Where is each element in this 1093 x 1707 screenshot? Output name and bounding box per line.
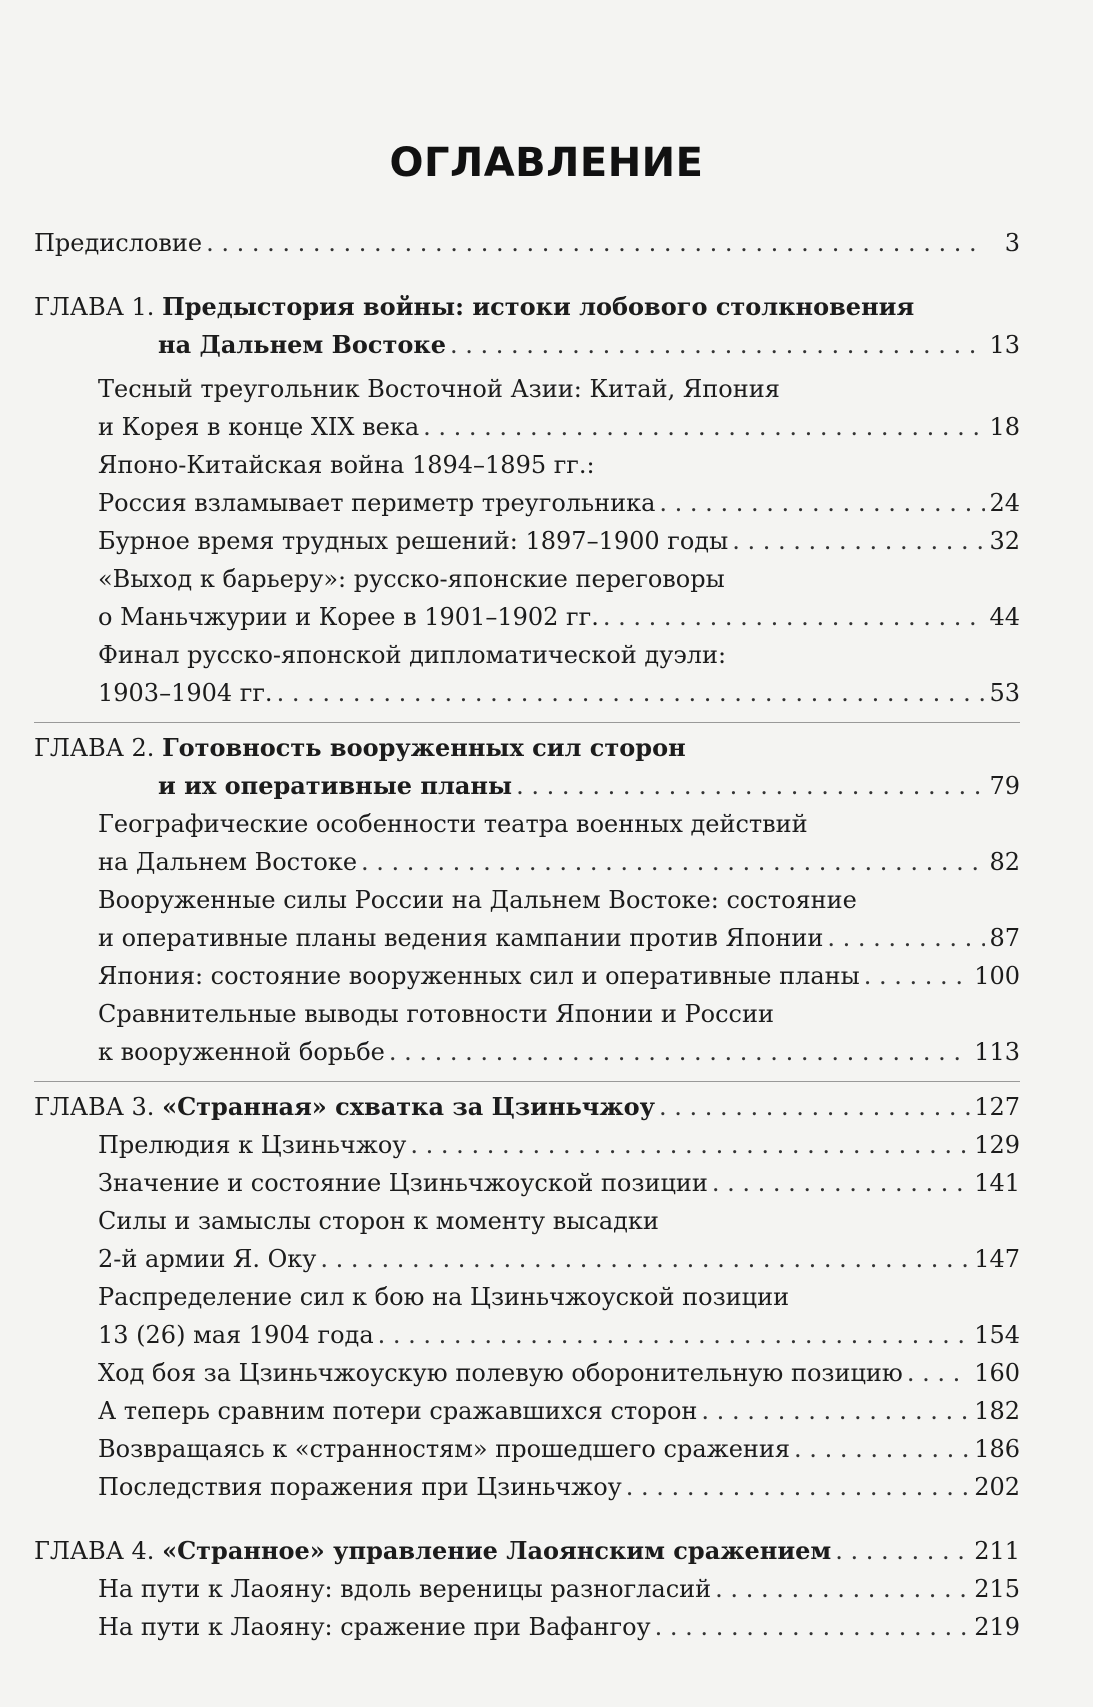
toc-page-number: 147 (974, 1245, 1020, 1273)
dot-leader (827, 919, 985, 957)
toc-page-number: 129 (974, 1131, 1020, 1159)
dot-leader (516, 767, 985, 805)
chapter-title-line1: Предыстория войны: истоки лобового столкновения (162, 292, 915, 321)
toc-page-number: 113 (974, 1038, 1020, 1066)
section-text: Возвращаясь к «странностям» прошедшего сражения (98, 1435, 791, 1463)
section-text: Последствия поражения при Цзиньчжоу (98, 1473, 622, 1501)
section-entry[interactable] (98, 1278, 1020, 1354)
section-text-line2: Япония: состояние вооруженных сил и оперативные планы (98, 962, 860, 990)
section-text-line2: 2-й армии Я. Оку (98, 1245, 317, 1273)
toc-page-number: 44 (989, 603, 1020, 631)
section-text: На пути к Лаояну: вдоль вереницы разногласий (98, 1575, 712, 1603)
toc-page-number: 13 (989, 331, 1020, 359)
section-text-line1: Сравнительные выводы готовности Японии и России (98, 1000, 774, 1028)
chapter-4 (34, 1532, 1020, 1646)
section-text-line2: Бурное время трудных решений: 1897–1900 годы (98, 527, 729, 555)
section-entry[interactable] (98, 1468, 1020, 1506)
section-text-line2: о Маньчжурии и Корее в 1901–1902 гг. (98, 603, 599, 631)
section-text-line1: Тесный треугольник Восточной Азии: Китай, Япония (98, 375, 780, 403)
chapter-label: ГЛАВА 3. (34, 1093, 155, 1121)
dot-leader (389, 1033, 970, 1071)
section-entry[interactable] (98, 1164, 1020, 1202)
section-text: На пути к Лаояну: сражение при Вафангоу (98, 1613, 651, 1641)
divider (34, 722, 1020, 723)
section-text: А теперь сравним потери сражавшихся сторон (98, 1397, 698, 1425)
section-text-line1: «Выход к барьеру»: русско-японские переговоры (98, 565, 725, 593)
divider (34, 1081, 1020, 1082)
toc-page-number: 3 (1004, 229, 1020, 257)
dot-leader (626, 1468, 970, 1506)
section-text: Значение и состояние Цзиньчжоуской позиции (98, 1169, 708, 1197)
section-text-line2: 13 (26) мая 1904 года (98, 1321, 374, 1349)
chapter-label: ГЛАВА 4. (34, 1537, 155, 1565)
section-text: Ход боя за Цзиньчжоускую полевую оборонительную позицию (98, 1359, 903, 1387)
section-entry[interactable] (98, 1430, 1020, 1468)
toc-page-number: 82 (989, 848, 1020, 876)
dot-leader (732, 522, 985, 560)
section-entry[interactable] (98, 1202, 1020, 1278)
section-list (34, 805, 1020, 1071)
table-of-contents (34, 224, 1020, 1646)
dot-leader (864, 957, 970, 995)
dot-leader (907, 1354, 970, 1392)
toc-page-number: 160 (974, 1359, 1020, 1387)
chapter-heading-line1[interactable] (34, 1532, 1020, 1570)
chapter-3 (34, 1088, 1020, 1506)
toc-page-number: 215 (974, 1575, 1020, 1603)
dot-leader (715, 1570, 970, 1608)
toc-page-number: 79 (989, 772, 1020, 800)
dot-leader (361, 843, 985, 881)
chapter-heading-line1[interactable] (34, 288, 1020, 326)
dot-leader (712, 1164, 970, 1202)
section-list (34, 1126, 1020, 1506)
section-entry[interactable] (98, 1354, 1020, 1392)
section-entry[interactable] (98, 636, 1020, 712)
chapter-title-line2: на Дальнем Востоке (158, 330, 446, 359)
toc-entry-text: Предисловие (34, 229, 203, 257)
chapter-1 (34, 288, 1020, 712)
section-text: Прелюдия к Цзиньчжоу (98, 1131, 407, 1159)
section-list (34, 370, 1020, 712)
toc-entry-preface[interactable] (34, 224, 1020, 262)
dot-leader (655, 1608, 971, 1646)
section-entry[interactable] (98, 370, 1020, 446)
section-entry[interactable] (98, 560, 1020, 636)
toc-page-number: 32 (989, 527, 1020, 555)
chapter-2 (34, 729, 1020, 1071)
section-text-line1: Финал русско-японской дипломатической дуэли: (98, 641, 727, 669)
chapter-title: «Странная» схватка за Цзиньчжоу (162, 1092, 655, 1121)
dot-leader (603, 598, 986, 636)
section-text-line2: Россия взламывает периметр треугольника (98, 489, 656, 517)
toc-page-number: 18 (989, 413, 1020, 441)
chapter-label: ГЛАВА 1. (34, 293, 155, 321)
section-text-line2: 1903–1904 гг. (98, 679, 273, 707)
dot-leader (423, 408, 985, 446)
section-text-line1: Географические особенности театра военных действий (98, 810, 808, 838)
dot-leader (701, 1392, 970, 1430)
chapter-title: «Странное» управление Лаоянским сражением (162, 1536, 832, 1565)
section-text-line2: к вооруженной борьбе (98, 1038, 385, 1066)
section-text-line1: Силы и замыслы сторон к моменту высадки (98, 1207, 659, 1235)
section-entry[interactable] (98, 1570, 1020, 1608)
section-text-line2: и Корея в конце XIX века (98, 413, 420, 441)
dot-leader (206, 224, 986, 262)
dot-leader (659, 1088, 970, 1126)
section-entry[interactable] (98, 522, 1020, 560)
dot-leader (659, 484, 985, 522)
toc-page-number: 100 (974, 962, 1020, 990)
section-entry[interactable] (98, 995, 1020, 1071)
page-title: ОГЛАВЛЕНИЕ (389, 140, 704, 186)
toc-page-number: 182 (974, 1397, 1020, 1425)
section-text-line2: и оперативные планы ведения кампании против Японии (98, 924, 824, 952)
chapter-heading-line1[interactable] (34, 1088, 1020, 1126)
dot-leader (410, 1126, 970, 1164)
chapter-title-line2: и их оперативные планы (158, 771, 513, 800)
toc-page-number: 127 (974, 1093, 1020, 1121)
toc-page-number: 154 (974, 1321, 1020, 1349)
chapter-label: ГЛАВА 2. (34, 734, 155, 762)
section-text-line2: на Дальнем Востоке (98, 848, 358, 876)
toc-page-number: 53 (989, 679, 1020, 707)
dot-leader (378, 1316, 971, 1354)
section-entry[interactable] (98, 1392, 1020, 1430)
chapter-heading-line1[interactable] (34, 729, 1020, 767)
section-entry[interactable] (98, 1608, 1020, 1646)
section-entry[interactable] (98, 446, 1020, 522)
chapter-title-line1: Готовность вооруженных сил сторон (162, 733, 686, 762)
section-entry[interactable] (98, 881, 1020, 957)
chapter-heading-line2[interactable] (34, 767, 1020, 805)
dot-leader (320, 1240, 970, 1278)
toc-page-number: 202 (974, 1473, 1020, 1501)
section-text-line1: Японо-Китайская война 1894–1895 гг.: (98, 451, 595, 479)
section-list (34, 1570, 1020, 1646)
dot-leader (277, 674, 986, 712)
section-entry[interactable] (98, 957, 1020, 995)
toc-page-number: 24 (989, 489, 1020, 517)
toc-page-number: 211 (974, 1537, 1020, 1565)
toc-page-number: 141 (974, 1169, 1020, 1197)
section-entry[interactable] (98, 805, 1020, 881)
dot-leader (794, 1430, 970, 1468)
section-text-line1: Вооруженные силы России на Дальнем Востоке: состояние (98, 886, 857, 914)
dot-leader (450, 326, 985, 364)
section-entry[interactable] (98, 1126, 1020, 1164)
dot-leader (835, 1532, 970, 1570)
toc-page-number: 87 (989, 924, 1020, 952)
toc-page-number: 219 (974, 1613, 1020, 1641)
toc-page-number: 186 (974, 1435, 1020, 1463)
chapter-heading-line2[interactable] (34, 326, 1020, 364)
section-text-line1: Распределение сил к бою на Цзиньчжоуской позиции (98, 1283, 790, 1311)
